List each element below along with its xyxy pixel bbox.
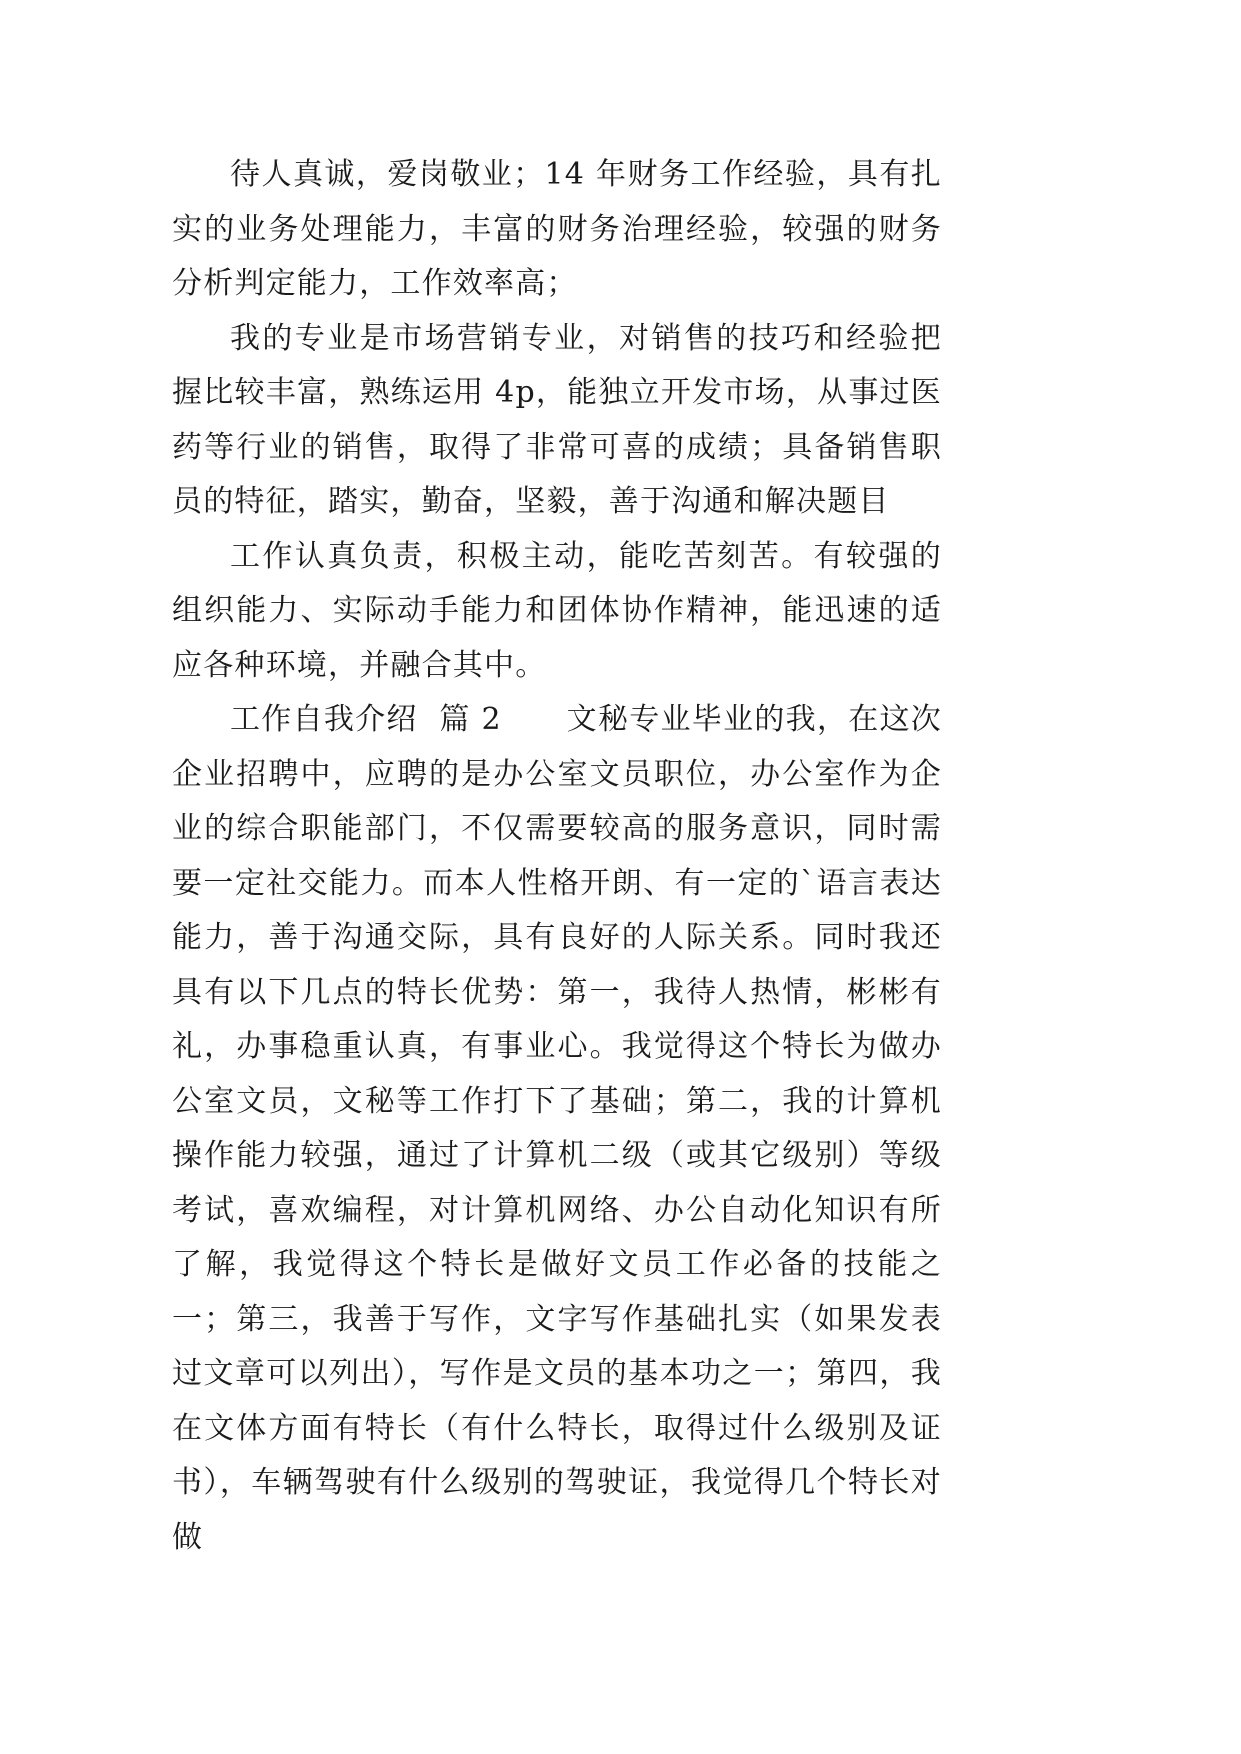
paragraph-4: 工作自我介绍 篇 2 文秘专业毕业的我，在这次企业招聘中，应聘的是办公室文员职位，办公室作为企业的综合职能部门，不仅需要较高的服务意识，同时需要一定社交能力。而本人性格开朗、有一定的`语言表达能力，善于沟通交际，具有良好的人际关系。同时我还具有以下几点的特长优势：第一，我待人热情，彬彬有礼，办事稳重认真，有事业心。我觉得这个特长为做办公室文员，文秘等工作打下了基础；第二，我的计算机操作能力较强，通过了计算机二级（或其它级别）等级考试，喜欢编程，对计算机网络、办公自动化知识有所了解，我觉得这个特长是做好文员工作必备的技能之一；第三，我善于写作，文字写作基础扎实（如果发表过文章可以列出），写作是文员的基本功之一；第四，我在文体方面有特长（有什么特长，取得过什么级别及证书），车辆驾驶有什么级别的驾驶证，我觉得几个特长对做 xyxy=(172,702,942,1555)
paragraph-2: 我的专业是市场营销专业，对销售的技巧和经验把握比较丰富，熟练运用 4p，能独立开发市场，从事过医药等行业的销售，取得了非常可喜的成绩；具备销售职员的特征，踏实，勤奋，坚毅，善于沟通和解决题目 xyxy=(172,320,942,519)
paragraph-1: 待人真诚，爱岗敬业；14 年财务工作经验，具有扎实的业务处理能力，丰富的财务治理经验，较强的财务分析判定能力，工作效率高； xyxy=(172,157,942,301)
paragraph-3: 工作认真负责，积极主动，能吃苦刻苦。有较强的组织能力、实际动手能力和团体协作精神，能迅速的适应各种环境，并融合其中。 xyxy=(172,538,942,683)
document-body xyxy=(172,148,942,1565)
